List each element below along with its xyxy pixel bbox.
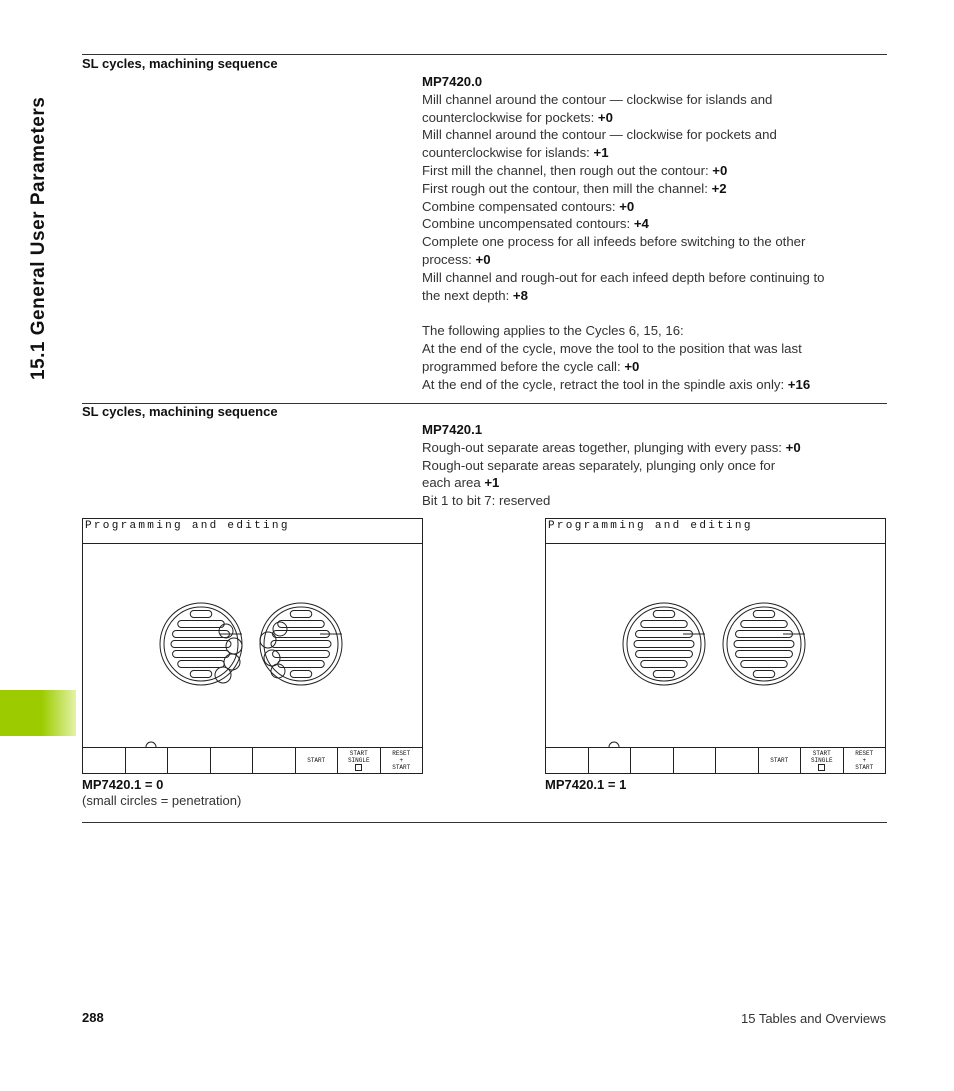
line-text: The following applies to the Cycles 6, 15, 16: bbox=[422, 323, 684, 339]
side-chapter-title: 15.1 General User Parameters bbox=[28, 96, 49, 380]
section-body-1 bbox=[422, 73, 882, 393]
line-value: +1 bbox=[593, 145, 609, 161]
line-text: Mill channel and rough-out for each infeed depth before continuing to bbox=[422, 269, 825, 285]
body-line bbox=[422, 287, 882, 305]
softkey[interactable] bbox=[715, 747, 759, 774]
softkey-bar bbox=[545, 747, 886, 774]
pocket-slot bbox=[641, 661, 687, 668]
softkey[interactable] bbox=[800, 747, 844, 774]
body-line bbox=[422, 162, 882, 180]
softkey-label: RESET bbox=[392, 750, 411, 757]
body-line bbox=[422, 269, 882, 287]
body-line bbox=[422, 251, 882, 269]
chapter-tab-marker bbox=[0, 690, 76, 736]
pocket-slot bbox=[271, 641, 331, 648]
line-value: +0 bbox=[624, 358, 640, 374]
body-line bbox=[422, 180, 882, 198]
softkey-label: START bbox=[392, 764, 411, 771]
line-value: +4 bbox=[633, 216, 649, 232]
section-body-2 bbox=[422, 421, 882, 510]
softkey[interactable] bbox=[210, 747, 254, 774]
line-value: +1 bbox=[484, 475, 500, 491]
softkey-label: START bbox=[307, 757, 326, 764]
softkey[interactable] bbox=[545, 747, 589, 774]
line-value: +0 bbox=[785, 439, 801, 455]
body-line bbox=[422, 358, 882, 376]
softkey-bar bbox=[82, 747, 423, 774]
body-line bbox=[422, 126, 882, 144]
caption-right bbox=[545, 777, 626, 793]
softkey[interactable] bbox=[843, 747, 887, 774]
line-text: At the end of the cycle, retract the tool in the spindle axis only: bbox=[422, 376, 788, 392]
softkey[interactable] bbox=[758, 747, 802, 774]
pocket-slot bbox=[278, 661, 324, 668]
softkey[interactable] bbox=[252, 747, 296, 774]
line-text: counterclockwise for islands: bbox=[422, 145, 594, 161]
softkey-label: + bbox=[862, 757, 867, 764]
caption-left bbox=[82, 777, 241, 809]
line-value: +0 bbox=[597, 109, 613, 125]
softkey-label: START bbox=[855, 764, 874, 771]
param-name: MP7420.1 bbox=[422, 422, 483, 437]
pocket-slot bbox=[653, 671, 674, 678]
softkey-label: SINGLE bbox=[347, 757, 370, 764]
body-line bbox=[422, 198, 882, 216]
line-text: Combine uncompensated contours: bbox=[422, 216, 634, 232]
pocket-slot bbox=[736, 651, 793, 658]
section-label-2: SL cycles, machining sequence bbox=[82, 404, 278, 419]
pocket-illustration bbox=[545, 544, 886, 748]
body-line bbox=[422, 376, 882, 394]
softkey-label: START bbox=[770, 757, 789, 764]
body-line bbox=[422, 340, 882, 358]
line-text: programmed before the cycle call: bbox=[422, 358, 625, 374]
body-line bbox=[422, 215, 882, 233]
softkey-label: START bbox=[812, 750, 831, 757]
softkey[interactable] bbox=[380, 747, 424, 774]
pocket-slot bbox=[641, 621, 687, 628]
pocket-slot bbox=[734, 641, 794, 648]
line-text: Mill channel around the contour — clockwise for islands and bbox=[422, 91, 773, 107]
softkey-label: SINGLE bbox=[810, 757, 833, 764]
pocket-slot bbox=[741, 621, 787, 628]
softkey[interactable] bbox=[337, 747, 381, 774]
pocket-slot bbox=[190, 671, 211, 678]
softkey[interactable] bbox=[82, 747, 126, 774]
line-text: First rough out the contour, then mill the channel: bbox=[422, 180, 712, 196]
line-text: Complete one process for all infeeds before switching to the other bbox=[422, 234, 806, 250]
pocket-slot bbox=[171, 641, 231, 648]
pocket-slot bbox=[290, 671, 311, 678]
checkbox-icon bbox=[818, 764, 825, 771]
chapter-footer: 15 Tables and Overviews bbox=[740, 1011, 886, 1026]
top-rule bbox=[82, 54, 887, 55]
softkey-label: + bbox=[399, 757, 404, 764]
softkey[interactable] bbox=[295, 747, 339, 774]
softkey-label: RESET bbox=[855, 750, 874, 757]
pocket-slot bbox=[741, 661, 787, 668]
pocket-slot bbox=[290, 611, 311, 618]
page-number: 288 bbox=[82, 1010, 104, 1025]
line-text: each area bbox=[422, 475, 485, 491]
pocket-slot bbox=[273, 651, 330, 658]
softkey[interactable] bbox=[588, 747, 632, 774]
body-line bbox=[422, 91, 882, 109]
line-value: +8 bbox=[512, 287, 528, 303]
section-label-1: SL cycles, machining sequence bbox=[82, 56, 278, 71]
pocket-slot bbox=[753, 671, 774, 678]
pocket-illustration bbox=[82, 544, 423, 748]
line-text: the next depth: bbox=[422, 287, 513, 303]
body-line bbox=[422, 304, 882, 322]
control-screen-right bbox=[545, 518, 886, 774]
softkey-label: START bbox=[349, 750, 368, 757]
body-line bbox=[422, 439, 882, 457]
caption-title: MP7420.1 = 0 bbox=[82, 777, 164, 792]
line-text: process: bbox=[422, 251, 476, 267]
line-value: +0 bbox=[475, 251, 491, 267]
pocket-slot bbox=[190, 611, 211, 618]
body-line bbox=[422, 109, 882, 127]
control-screen-left bbox=[82, 518, 423, 774]
softkey[interactable] bbox=[167, 747, 211, 774]
body-line bbox=[422, 457, 882, 475]
checkbox-icon bbox=[355, 764, 362, 771]
softkey[interactable] bbox=[630, 747, 674, 774]
pocket-slot bbox=[178, 661, 224, 668]
pocket-slot bbox=[636, 651, 693, 658]
line-text: At the end of the cycle, move the tool to the position that was last bbox=[422, 340, 802, 356]
screen-header: Programming and editing bbox=[82, 518, 423, 544]
caption-note: (small circles = penetration) bbox=[82, 793, 242, 808]
body-line bbox=[422, 492, 882, 510]
screen-header: Programming and editing bbox=[545, 518, 886, 544]
bottom-rule bbox=[82, 822, 887, 823]
pocket-slot bbox=[178, 621, 224, 628]
line-value: +0 bbox=[712, 162, 728, 178]
pocket-slot bbox=[753, 611, 774, 618]
line-text: counterclockwise for pockets: bbox=[422, 109, 598, 125]
body-line bbox=[422, 233, 882, 251]
line-value: +2 bbox=[711, 180, 727, 196]
body-line bbox=[422, 144, 882, 162]
line-value: +0 bbox=[619, 198, 635, 214]
line-text: Combine compensated contours: bbox=[422, 198, 620, 214]
line-value: +16 bbox=[787, 376, 811, 392]
body-line bbox=[422, 322, 882, 340]
pocket-slot bbox=[634, 641, 694, 648]
line-text: Mill channel around the contour — clockwise for pockets and bbox=[422, 127, 777, 143]
line-text: Rough-out separate areas separately, plunging only once for bbox=[422, 457, 776, 473]
line-text: First mill the channel, then rough out the contour: bbox=[422, 162, 713, 178]
line-text: Bit 1 to bit 7: reserved bbox=[422, 493, 551, 509]
caption-title: MP7420.1 = 1 bbox=[545, 777, 627, 792]
softkey[interactable] bbox=[673, 747, 717, 774]
pocket-slot bbox=[173, 651, 230, 658]
line-text: Rough-out separate areas together, plunging with every pass: bbox=[422, 439, 786, 455]
body-line bbox=[422, 474, 882, 492]
param-name: MP7420.0 bbox=[422, 74, 483, 89]
pocket-slot bbox=[653, 611, 674, 618]
softkey[interactable] bbox=[125, 747, 169, 774]
